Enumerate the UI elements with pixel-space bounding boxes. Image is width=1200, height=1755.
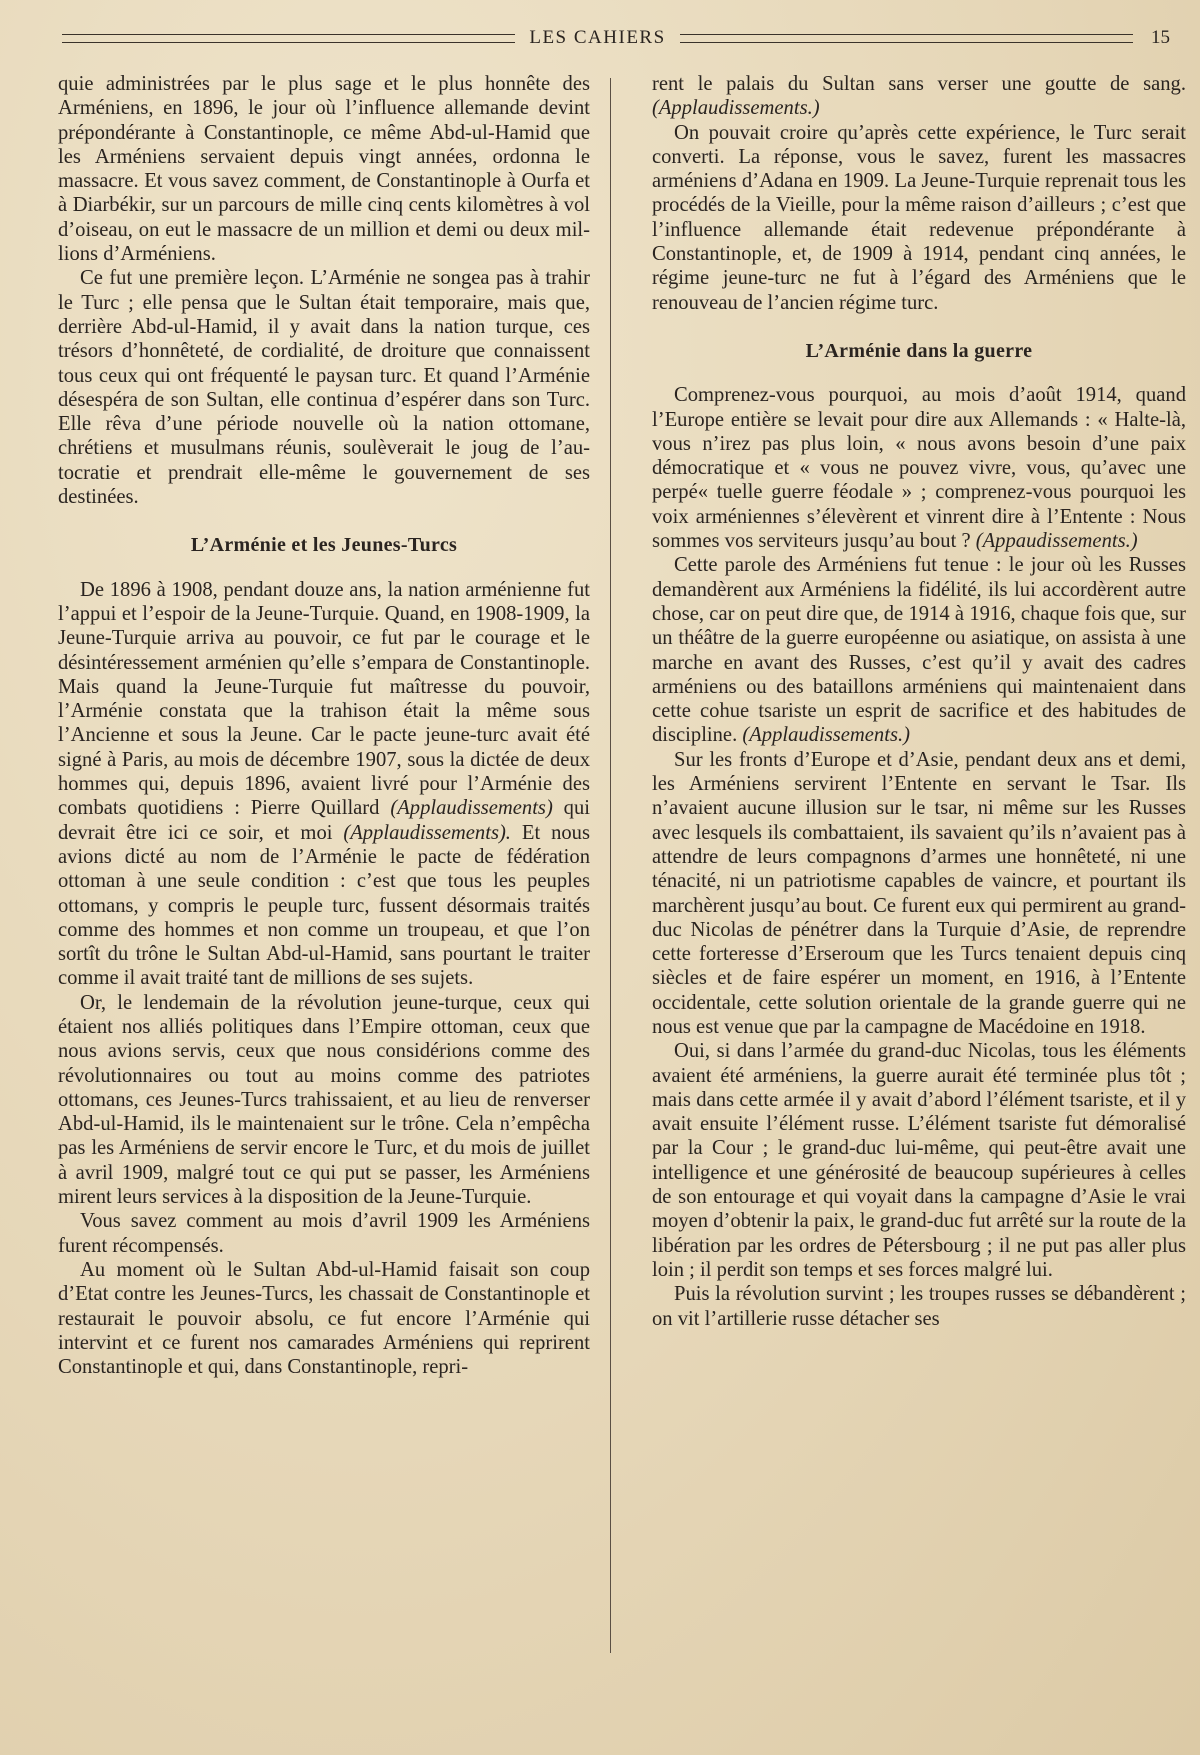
header-rule-left [62, 34, 515, 43]
applause-note: (Applaudissements.) [742, 724, 910, 747]
text-run: Et nous avions dicté au nom de l’Arménie le pacte de fédération ottoman à une seule condition : c’est que tous les peuples ottomans, y compris le peuple turc, fussent désormais traités comme des hommes et non comme un troupeau, et que l’on sortît du trône le Sultan Abd-ul-Hamid, sans pourtant le traiter comme il avait traité tant de millions de ses sujets. [58, 821, 590, 990]
column-divider [610, 78, 611, 1653]
journal-title: LES CAHIERS [529, 27, 666, 48]
paragraph: Ce fut une première leçon. L’Arménie ne songea pas à trahir le Turc ; elle pensa que le Sultan était temporaire, mais que, derrière Abd-ul-Hamid, il y avait dans la nation turque, ces trésors d’honnêteté, de cordialité, de droiture que connaissent tous ceux qui ont fréquenté le paysan turc. Et quand l’Arménie désespéra de son Sultan, elle continua d’espérer dans son Turc. Elle rêva d’une période nouvelle où la nation ottomane, chrétiens et musulmans réunis, soulèverait le joug de l’autocratie et prendrait elle-même le gouvernement de ses destinées. [58, 267, 590, 509]
page-header [62, 26, 1170, 50]
paragraph: Vous savez comment au mois d’avril 1909 les Arméniens furent récompensés. [58, 1210, 590, 1257]
left-column [58, 72, 590, 1379]
paragraph [652, 383, 1186, 553]
applause-note: (Applaudissements.) [652, 97, 820, 120]
section-heading: L’Arménie dans la guerre [805, 339, 1033, 362]
paragraph: Oui, si dans l’armée du grand-duc Nicolas, tous les éléments avaient été arméniens, la guerre aurait été terminée plus tôt ; mais dans cette armée il y avait d’abord l’élément tsariste, et il y avait ensuite l’élément russe. L’élément tsariste fut démoralisé par la Cour ; le grand-duc lui-même, qui peut-être avait une intelligence et une générosité de beaucoup supérieures à celles de son entourage et qui voyait dans la campagne d’Asie le vrai moyen d’obtenir la paix, le grand-duc fut arrêté sur la route de la libération par les ordres de Pétersbourg ; il ne put pas aller plus loin ; il perdit son temps et ses forces malgré lui. [652, 1040, 1186, 1281]
section-heading: L’Arménie et les Jeunes-Turcs [190, 534, 458, 557]
text-run: rent le palais du Sultan sans verser une goutte de sang. [652, 73, 1186, 95]
paragraph: Or, le lendemain de la révolution jeune-turque, ceux qui étaient nos alliés politiques dans l’Empire ottoman, ceux que nous avions servis, ceux que nous considérions comme des révolutionnaires ou tout au moins comme des patriotes ottomans, ces Jeunes-Turcs trahissaient, et au lieu de renverser Abd-ul-Hamid, ils le maintenaient sur le trône. Cela n’empêcha pas les Arméniens de servir encore le Turc, et du mois de juillet à avril 1909, malgré tout ce qui put se passer, les Arméniens mirent leurs services à la disposition de la Jeune-Turquie. [58, 991, 590, 1209]
applause-note: (Appaudissements.) [975, 530, 1138, 553]
applause-note: (Applaudissements). [343, 821, 511, 844]
paragraph: Sur les fronts d’Europe et d’Asie, pendant deux ans et demi, les Arméniens servirent l’Entente en servant le Tsar. Ils n’avaient aucune illusion sur le tsar, ni même sur les Russes avec lesquels ils combattaient, ils savaient qu’ils n’avaient pas à attendre de leurs compagnons d’armes une honnêteté, ni une ténacité, ni un patriotisme capables de vaincre, et pourtant ils marchèrent jusqu’au bout. Ce furent eux qui permirent au grand-duc Nicolas de pénétrer dans la Turquie d’Asie, de reprendre cette forteresse d’Erseroum que les Turcs tenaient depuis cinq siècles et de faire espérer un moment, en 1916, à l’Entente occidentale, cette solution orientale de la grande guerre qui ne nous est venue que par la campagne de Macédoine en 1918. [652, 748, 1186, 1038]
header-rule-right [680, 34, 1133, 43]
right-column [652, 72, 1186, 1331]
paragraph: quie administrées par le plus sage et le plus honnête des Arméniens, en 1896, le jour où l’influence allemande devint prépondérante à Constantinople, ce même Abd-ul-Hamid que les Arméniens servaient depuis vingt années, ordonna le massacre. Et vous savez comment, de Constantinople à Ourfa et à Diarbékir, sur un parcours de mille cinq cents kilomètres à vol d’oiseau, on eut le massacre de un million et demi ou deux millions d’Arméniens. [58, 73, 590, 266]
text-run: Comprenez-vous pourquoi, au mois d’août 1914, quand l’Europe entière se levait pour dire aux Allemands : « Halte-là, vous n’irez pas plus loin, « nous avons besoin d’une paix démocratique et « vous ne pouvez vivre, vous, qu’avec une perpé« tuelle guerre féodale » ; comprenez-vous pourquoi les voix arméniennes s’élevèrent et vinrent dire à l’Entente : Nous sommes vos serviteurs jusqu’au bout ? [652, 384, 1186, 553]
paragraph: Au moment où le Sultan Abd-ul-Hamid faisait son coup d’Etat contre les Jeunes-Turcs, les chassait de Constantinople et restaurait le pouvoir absolu, ce fut encore l’Arménie qui intervint et ce furent nos camarades Arméniens qui reprirent Constantinople et qui, dans Constantinople, repri- [58, 1258, 590, 1379]
paragraph [58, 578, 590, 991]
text-run: qui devrait être ici ce soir, et moi [58, 797, 590, 844]
text-run: Cette parole des Arméniens fut tenue : le jour où les Russes demandèrent aux Arméniens la fidélité, ils lui accordèrent autre chose, car on peut dire que, de 1914 à 1916, chaque fois que, sur un théâtre de la guerre européenne ou asiatique, on assista à une marche en avant des Russes, c’est qu’il y avait des cadres arméniens ou des bataillons arméniens qui maintenaient dans cette cohue tsariste un esprit de sacrifice et des habitudes de discipline. [652, 554, 1186, 747]
paragraph [652, 72, 1186, 121]
paragraph: On pouvait croire qu’après cette expérience, le Turc serait converti. La réponse, vous le savez, furent les massacres arméniens d’Adana en 1909. La Jeune-Turquie reprenait tous les procédés de la Vieille, pour la même raison d’ailleurs ; c’est que l’influence allemande était redevenue prépondérante à Constantinople, et, de 1909 à 1914, pendant cinq années, le régime jeune-turc ne fut à l’égard des Arméniens que le renouveau de l’ancien régime turc. [652, 121, 1186, 314]
page-number: 15 [1151, 27, 1171, 48]
applause-note: (Applaudissements) [390, 797, 553, 820]
paragraph [652, 553, 1186, 747]
paragraph: Puis la révolution survint ; les troupes russes se débandèrent ; on vit l’artillerie russe détacher ses [652, 1283, 1186, 1330]
text-run: De 1896 à 1908, pendant douze ans, la nation arménienne fut l’appui et l’espoir de la Jeune-Turquie. Quand, en 1908-1909, la Jeune-Turquie arriva au pouvoir, ce fut par le courage et le désintéressement arménien qu’elle s’empara de Constantinople. Mais quand la Jeune-Turquie fut maîtresse du pouvoir, l’Arménie constata que la trahison était la même sous l’Ancienne et sous la Jeune. Car le pacte jeune-turc avait été signé à Paris, au mois de décembre 1907, sous la dictée de deux hommes qui, depuis 1896, avaient livré pour l’Arménie des combats quotidiens : Pierre Quillard [58, 578, 590, 820]
